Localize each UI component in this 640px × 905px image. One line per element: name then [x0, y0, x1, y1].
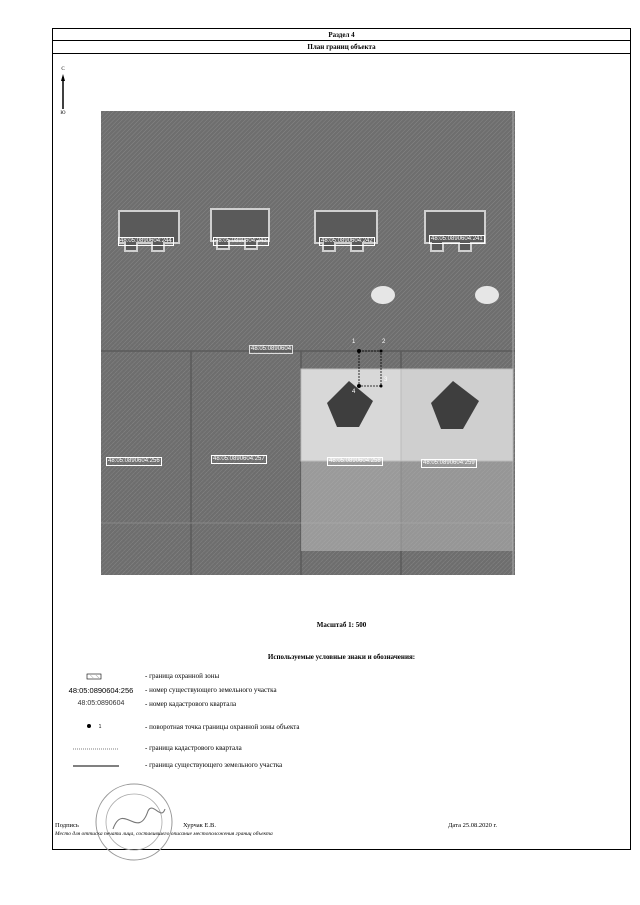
- signer-name: Хурчак Е.В.: [183, 822, 216, 829]
- legend-title: Используемые условные знаки и обозначения:: [267, 653, 416, 661]
- point-label: 3: [384, 377, 388, 383]
- plot-label: 48:05:0890604:256: [108, 458, 160, 464]
- quarter-border-symbol: [53, 744, 135, 754]
- plot-label: 48:05:0890604:244: [120, 238, 172, 244]
- cadastral-map: [101, 111, 515, 575]
- section-header: Раздел 4: [53, 29, 630, 41]
- footer-note: Место для оттиска печати лица, составившего описание местоположения границ объекта: [55, 831, 273, 837]
- legend-item: [53, 700, 573, 712]
- point-label: 4: [352, 389, 356, 395]
- turning-point: [357, 384, 361, 388]
- legend-item: [53, 744, 573, 756]
- legend-item: [53, 672, 573, 684]
- document-frame: [52, 28, 631, 850]
- seal-stamp: [93, 781, 175, 863]
- legend-text: - граница кадастрового квартала: [145, 744, 242, 752]
- turning-point-symbol: [53, 723, 135, 730]
- plot-label: 48:05:0890604:241: [431, 236, 483, 242]
- plot-label: 48:05:0890604:243: [215, 238, 267, 244]
- plot-label: 48:05:0890604:257: [213, 456, 265, 462]
- legend-item: [53, 723, 573, 735]
- point-label: 1: [352, 339, 356, 345]
- north-label: С: [61, 67, 65, 72]
- point-number: 1: [98, 724, 102, 730]
- legend-text: - граница охранной зоны: [145, 672, 220, 680]
- point-dot-icon: [87, 724, 91, 728]
- lower-plot-fill: [301, 461, 401, 551]
- signature: [113, 808, 165, 829]
- plot-label: 48:05:0890604:258: [329, 458, 381, 464]
- map-scale: Масштаб 1: 500: [316, 621, 367, 629]
- quarter-number-symbol: 48:05:0890604: [77, 700, 125, 707]
- protection-zone-symbol: [53, 672, 135, 682]
- legend-text: - граница существующего земельного участка: [145, 761, 283, 769]
- legend-item: [53, 761, 573, 773]
- lower-plot-fill: [401, 461, 513, 551]
- legend-text: - поворотная точка границы охранной зоны объекта: [145, 723, 300, 731]
- document-date: Дата 25.08.2020 г.: [448, 822, 498, 829]
- point-label: 2: [382, 339, 386, 345]
- legend-text: - номер существующего земельного участка: [145, 686, 277, 694]
- north-arrow: [58, 67, 68, 119]
- page-title: План границ объекта: [53, 41, 630, 54]
- quarter-label: 48:05:0890604: [251, 346, 292, 352]
- turning-point: [380, 385, 383, 388]
- legend-text: - номер кадастрового квартала: [145, 700, 237, 708]
- legend-item: [53, 686, 573, 698]
- turning-point: [357, 349, 361, 353]
- plot-label: 48:05:0890604:242: [321, 238, 373, 244]
- plot-label: 48:05:0890604:259: [423, 460, 475, 466]
- south-label: Ю: [60, 111, 66, 116]
- light-spot: [371, 286, 395, 304]
- light-spot: [475, 286, 499, 304]
- plot-number-symbol: 48:05:0890604:256: [68, 686, 134, 695]
- signature-label: Подпись: [55, 822, 79, 829]
- plot-border-symbol: [53, 761, 135, 771]
- turning-point: [380, 350, 383, 353]
